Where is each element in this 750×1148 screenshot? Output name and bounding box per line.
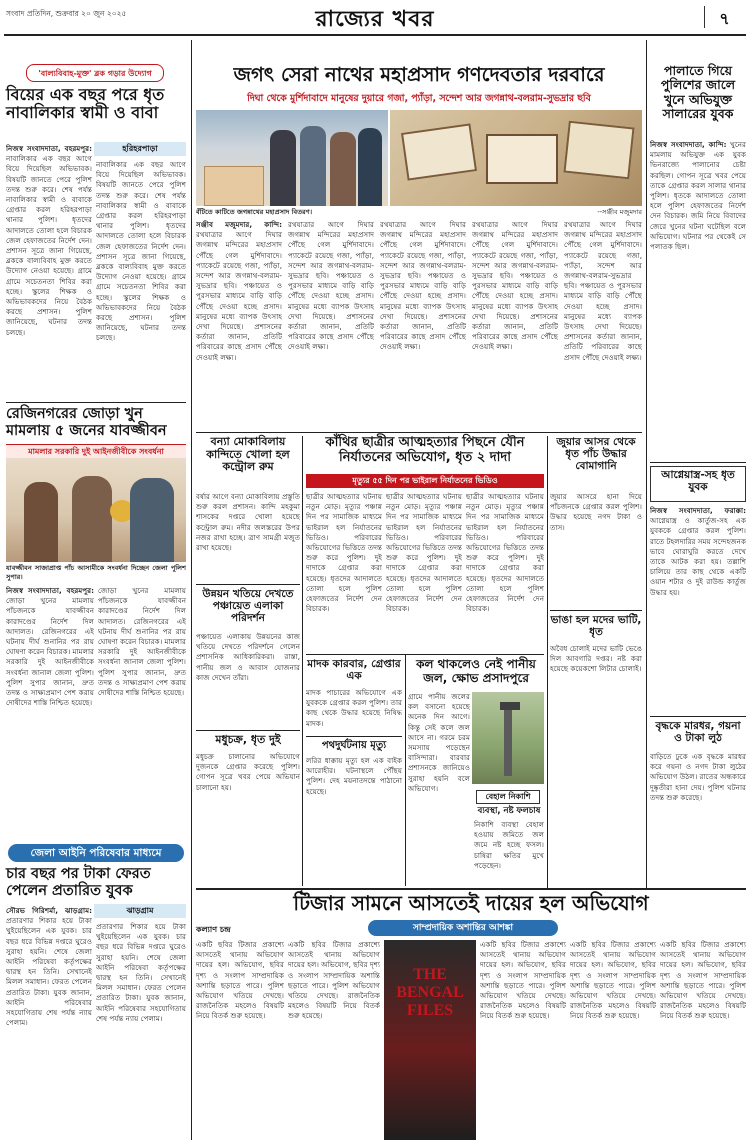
court-felicitation-photo — [6, 458, 186, 562]
road-headline: পথদুর্ঘটনায় মৃত্যু — [321, 740, 387, 751]
bengal-files-poster — [384, 940, 476, 1140]
col-divider-4a — [547, 436, 548, 888]
person-a — [270, 130, 296, 206]
col1b-body-text-2: জোড়া খুনের মামলায় পাঁচজনকে যাবজ্জীবন কারাদণ্ডের নির্দেশ দিল আদালত। রেজিনগরের এই ঘটনায় দীর্ঘ শুনানির পর রায় ঘোষণা করেন বিচারক। মামলার সরকারি দুই আইনজীবীকে সংবর্ধনা জানাল জেলা পুলিশ। পুলিশ সুপার জানান, দ্রুত তদন্ত ও সাক্ষ্যপ্রমাণ পেশ করায় দোষীদের শাস্তি নিশ্চিত হয়েছে। — [98, 586, 186, 698]
flood-body-text: বর্ষার আগে বন্যা মোকাবিলায় প্রস্তুতি শুরু করল প্রশাসন। কান্দি মহকুমা শাসকের দপ্তরে খোলা হয়েছে কন্ট্রোল রুম। নদীর জলস্তরের উপর নজর রাখা হচ্ছে। ত্রাণ সামগ্রী মজুত রাখা হয়েছে। — [196, 492, 300, 553]
madak-rule — [306, 736, 402, 737]
prasad-packet-1 — [401, 123, 477, 180]
bottom-body-2 — [288, 940, 380, 1144]
bottom-body-text-4: একটি ছবির টিজার প্রকাশ্যে আসতেই থানায় অভিযোগ দায়ের হল। অভিযোগ, ছবির দৃশ্য ও সংলাপ সাম্প্রদায়িক অশান্তি ছড়াতে পারে। পুলিশ অভিযোগ খতিয়ে দেখছে। রাজনৈতিক মহলেও বিষয়টি নিয়ে বিতর্ক শুরু হয়েছে। — [570, 940, 656, 1021]
madhu-body-text: মধুচক্র চালানোর অভিযোগে দুজনকে গ্রেপ্তার করেছে পুলিশ। গোপন সূত্রে খবর পেয়ে অভিযান চালানো হয়। — [196, 752, 300, 792]
unnayan-headline: উন্নয়ন খতিয়ে দেখতে পঞ্চায়েত এলাকা পরিদর্শন — [202, 588, 294, 625]
col1-kicker: 'বাল্যবিবাহ-মুক্ত' ব্লক গড়ার উদ্যোগ — [38, 69, 152, 78]
masthead — [0, 0, 750, 36]
col5-rule-1 — [650, 462, 746, 463]
person-3 — [130, 478, 174, 562]
col1-rule-1 — [6, 402, 186, 403]
bottom-body-text-5: একটি ছবির টিজার প্রকাশ্যে আসতেই থানায় অভিযোগ দায়ের হল। অভিযোগ, ছবির দৃশ্য ও সংলাপ সাম্প্রদায়িক অশান্তি ছড়াতে পারে। পুলিশ অভিযোগ খতিয়ে দেখছে। রাজনৈতিক মহলেও বিষয়টি নিয়ে বিতর্ক শুরু হয়েছে। — [660, 940, 746, 1021]
kathi-body-text-3: ছাত্রীর আত্মহত্যার ঘটনায় নতুন মোড়। মৃত্যুর পঞ্চান্ন দিন পর সামাজিক মাধ্যমে ভাইরাল হল নির্যাতনের ভিডিও। পরিবারের অভিযোগের ভিত্তিতে তদন্ত শুরু করে পুলিশ। দুই দাদাকে গ্রেপ্তার করা হয়েছে। ধৃতদের আদালতে তোলা হলে পুলিশ হেফাজতের নির্দেশ দেন বিচারক। — [466, 492, 544, 614]
col1c-dateline: সৌরভ গিরিশর্মা, ঝাড়গ্রাম: — [6, 906, 92, 915]
col5-dateline: নিজস্ব সংবাদদাতা, কান্দি: — [650, 140, 727, 149]
prasad-packet-2 — [486, 134, 558, 184]
col1-body-text-2: নাবালিকার এক বছর আগে বিয়ে দিয়েছিল অভিভাবক। বিষয়টি জানতে পেরে পুলিশ তদন্ত শুরু করে। শেষ পর্যন্ত নাবালিকার স্বামী ও বাবাকে গ্রেপ্তার করল হরিহরপাড়া থানার পুলিশ। ধৃতদের আদালতে তোলা হলে বিচারক জেল হেফাজতের নির্দেশ দেন। প্রশাসন সূত্রে জানা গিয়েছে, ব্লককে বাল্যবিবাহ মুক্ত করতে উদ্যোগ নেওয়া হয়েছে। গ্রামে গ্রামে সচেতনতা শিবির করা হচ্ছে। স্কুলের শিক্ষক ও অভিভাবকদের নিয়ে বৈঠক করছে প্রশাসন। পুলিশ জানিয়েছে, ঘটনার তদন্ত চলছে। — [96, 160, 186, 343]
person-d — [358, 128, 382, 206]
lead-caption-left: বঁটিতে কাটিতে জগন্নাথের মহাপ্রসাদ বিতরণ। — [196, 208, 313, 216]
person-2 — [72, 476, 112, 562]
kathi-body-text-2: ছাত্রীর আত্মহত্যার ঘটনায় নতুন মোড়। মৃত্যুর পঞ্চান্ন দিন পর সামাজিক মাধ্যমে ভাইরাল হল নির্যাতনের ভিডিও। পরিবারের অভিযোগের ভিত্তিতে তদন্ত শুরু করে পুলিশ। দুই দাদাকে গ্রেপ্তার করা হয়েছে। ধৃতদের আদালতে তোলা হলে পুলিশ হেফাজতের নির্দেশ দেন বিচারক। — [386, 492, 462, 614]
lead-body-text-3: রথযাত্রার আগে দিঘার জগন্নাথ মন্দিরের মহাপ্রসাদ পৌঁছে গেল মুর্শিদাবাদে। প্যাকেটে রয়েছে গজা, প্যাঁড়া, সন্দেশ আর জগন্নাথ-বলরাম-সুভদ্রার ছবি। পঞ্চায়েত ও পুরসভার মাধ্যমে বাড়ি বাড়ি পৌঁছে দেওয়া হচ্ছে প্রসাদ। মানুষের মধ্যে ব্যাপক উৎসাহ দেখা দিয়েছে। প্রশাসনের কর্তারা জানান, প্রতিটি পরিবারের কাছে প্রসাদ পৌঁছে দেওয়াই লক্ষ্য। — [380, 220, 466, 352]
bottom-body-1 — [196, 940, 284, 1144]
bottom-body-text-2: একটি ছবির টিজার প্রকাশ্যে আসতেই থানায় অভিযোগ দায়ের হল। অভিযোগ, ছবির দৃশ্য ও সংলাপ সাম্প্রদায়িক অশান্তি ছড়াতে পারে। পুলিশ অভিযোগ খতিয়ে দেখছে। রাজনৈতিক মহলেও বিষয়টি নিয়ে বিতর্ক শুরু হয়েছে। — [288, 940, 380, 1021]
col1-body-right — [96, 160, 186, 396]
col1-body — [6, 144, 92, 396]
lead-photo-people — [196, 110, 388, 206]
col5-subhead-box — [650, 466, 746, 502]
lead-body-text-2: রথযাত্রার আগে দিঘার জগন্নাথ মন্দিরের মহাপ্রসাদ পৌঁছে গেল মুর্শিদাবাদে। প্যাকেটে রয়েছে গজা, প্যাঁড়া, সন্দেশ আর জগন্নাথ-বলরাম-সুভদ্রার ছবি। পঞ্চায়েত ও পুরসভার মাধ্যমে বাড়ি বাড়ি পৌঁছে দেওয়া হচ্ছে প্রসাদ। মানুষের মধ্যে ব্যাপক উৎসাহ দেখা দিয়েছে। প্রশাসনের কর্তারা জানান, প্রতিটি পরিবারের কাছে প্রসাদ পৌঁছে দেওয়াই লক্ষ্য। — [288, 220, 374, 352]
col1c-headline: চার বছর পর টাকা ফেরত পেলেন প্রতারিত যুবক — [6, 866, 151, 899]
col5-body — [650, 140, 746, 462]
person-b — [300, 126, 326, 206]
bhanga-body-text: অবৈধ চোলাই মদের ভাটি ভেঙে দিল আবগারি দপ্তর। নষ্ট করা হয়েছে কয়েকশো লিটার চোলাই। — [550, 644, 642, 674]
madhu-body — [196, 752, 300, 884]
col1c-body-text-2: প্রতারণার শিকার হয়ে টাকা খুইয়েছিলেন এক যুবক। চার বছর ধরে বিভিন্ন দপ্তরে ঘুরেও সুরাহা হয়নি। শেষে জেলা আইনি পরিষেবা কর্তৃপক্ষের দ্বারস্থ হন তিনি। সেখানেই মিলল সমাধান। ফেরত পেলেন প্রতারিত টাকা। যুবক জানান, আইনি পরিষেবার সহযোগিতায় শেষ পর্যন্ত ন্যায় পেলাম। — [96, 922, 186, 1023]
road-body-text: লরির ধাক্কায় মৃত্যু হল এক বাইক আরোহীর। ঘটনাস্থলে পৌঁছয় পুলিশ। দেহ ময়নাতদন্তে পাঠানো হয়েছে। — [306, 756, 402, 796]
col5-head3: বৃদ্ধকে মারধর, গয়না ও টাকা লুঠ — [655, 720, 741, 745]
lead-body-5 — [564, 220, 642, 432]
masthead-rule — [4, 34, 746, 36]
tap-head — [500, 702, 520, 710]
kathi-body-2 — [386, 492, 462, 652]
col1b-body — [6, 586, 94, 838]
col-divider-2a — [302, 436, 303, 654]
prasad-box-stack — [204, 166, 264, 206]
madak-headline: মাদক কারবার, গ্রেপ্তার এক — [307, 658, 401, 683]
col1b-sub: মামলার সরকারি দুই আইনজীবীকে সংবর্ধনা — [6, 444, 186, 461]
madhu-headline: মধুচক্র, ধৃত দুই — [215, 733, 281, 746]
lead-headline: জগৎ সেরা নাথের মহাপ্রসাদ গণদেবতার দরবারে — [233, 63, 605, 86]
unnayan-body — [196, 632, 300, 728]
col1b-headline: রেজিনগরের জোড়া খুন মামলায় ৫ জনের যাবজ্জীবন — [6, 406, 167, 439]
lead-body-text: রথযাত্রার আগে দিঘার জগন্নাথ মন্দিরের মহাপ্রসাদ পৌঁছে গেল মুর্শিদাবাদে। প্যাকেটে রয়েছে গজা, প্যাঁড়া, সন্দেশ আর জগন্নাথ-বলরাম-সুভদ্রার ছবি। পঞ্চায়েত ও পুরসভার মাধ্যমে বাড়ি বাড়ি পৌঁছে দেওয়া হচ্ছে প্রসাদ। মানুষের মধ্যে ব্যাপক উৎসাহ দেখা দিয়েছে। প্রশাসনের কর্তারা জানান, প্রতিটি পরিবারের কাছে প্রসাদ পৌঁছে দেওয়াই লক্ষ্য। — [196, 230, 282, 362]
kathi-body-3 — [466, 492, 544, 652]
col5-body2 — [650, 506, 746, 714]
bottom-top-rule — [196, 888, 746, 890]
lead-sub: দিঘা থেকে মুর্শিদাবাদে মানুষের দুয়ারে গজা, প্যাঁড়া, সন্দেশ আর জগন্নাথ-বলরাম-সুভদ্রার ছবি — [247, 93, 591, 104]
unnayan-rule — [196, 730, 300, 731]
lead-bottom-rule — [196, 432, 642, 433]
col1c-banner: জেলা আইনি পরিষেবার মাধ্যমে — [8, 844, 184, 862]
bottom-body-3 — [480, 940, 566, 1144]
col5-body-text: খুনের মামলায় অভিযুক্ত এক যুবক ভিনরাজ্যে পালানোর চেষ্টা করছিল। গোপন সূত্রে খবর পেয়ে তাকে গ্রেপ্তার করল সালার থানার পুলিশ। ধৃতকে আদালতে তোলা হলে পুলিশ হেফাজতের নির্দেশ দেন বিচারক। জমি নিয়ে বিবাদের জেরে খুনের ঘটনা ঘটেছিল বলে অভিযোগ। ঘটনার পর থেকেই সে পলাতক ছিল। — [650, 140, 746, 252]
lead-body-text-4: রথযাত্রার আগে দিঘার জগন্নাথ মন্দিরের মহাপ্রসাদ পৌঁছে গেল মুর্শিদাবাদে। প্যাকেটে রয়েছে গজা, প্যাঁড়া, সন্দেশ আর জগন্নাথ-বলরাম-সুভদ্রার ছবি। পঞ্চায়েত ও পুরসভার মাধ্যমে বাড়ি বাড়ি পৌঁছে দেওয়া হচ্ছে প্রসাদ। মানুষের মধ্যে ব্যাপক উৎসাহ দেখা দিয়েছে। প্রশাসনের কর্তারা জানান, প্রতিটি পরিবারের কাছে প্রসাদ পৌঁছে দেওয়াই লক্ষ্য। — [472, 220, 558, 352]
kathi-headline: কাঁথির ছাত্রীর আত্মহত্যার পিছনে যৌন নির্যাতনের অভিযোগ, ধৃত ২ দাদা — [325, 435, 525, 465]
bel-caption: ব্যবস্থা, নষ্ট ফলচাষ — [477, 805, 541, 815]
page-number: ৭ — [704, 6, 744, 28]
lead-caption-right: --সঞ্জীব মজুমদার — [597, 208, 642, 216]
kol-headline: কল থাকলেও নেই পানীয় জল, ক্ষোভ প্রসাদপুরে — [416, 657, 536, 685]
road-body — [306, 756, 402, 884]
col5-headline: পালাতে গিয়ে পুলিশের জালে খুনে অভিযুক্ত সালারের যুবক — [660, 63, 736, 122]
col-divider-2b — [302, 654, 303, 886]
person-c — [330, 132, 356, 206]
lead-dateline: সঞ্জীব মজুমদার, কান্দি: — [196, 220, 282, 229]
jowar-rule — [550, 610, 642, 611]
col1-headline: বিয়ের এক বছর পরে ধৃত নাবালিকার স্বামী ও বাবা — [6, 85, 165, 123]
prasad-packet-3 — [563, 121, 634, 180]
lead-body-2 — [288, 220, 374, 432]
bel-tag: বেহাল নিকাশি — [476, 790, 540, 804]
col1b-dateline: নিজস্ব সংবাদদাতা, বহরমপুর: — [6, 586, 94, 595]
lead-photo-prasad — [390, 110, 642, 206]
col1c-place-tag: ঝাড়গ্রাম — [94, 904, 186, 918]
bel-body-text: নিকাশি ব্যবস্থা বেহাল হওয়ায় জমিতে জল জমে নষ্ট হচ্ছে ফসল। চাষিরা ক্ষতির মুখে পড়েছেন। — [474, 820, 544, 870]
jowar-headline: জুয়ার আসর থেকে ধৃত পাঁচ উদ্ধার বোমাগানি — [556, 436, 636, 473]
bel-body — [474, 820, 544, 884]
flood-rule — [196, 584, 300, 585]
kathi-bar: মৃত্যুর ৫৫ দিন পর ভাইরাল নির্যাতনের ভিডিও — [306, 474, 544, 488]
page-title: রাজ্যের খবর — [315, 7, 435, 32]
lead-body-1 — [196, 220, 282, 432]
bottom-headline: টিজার সামনে আসতেই দায়ের হল অভিযোগ — [293, 891, 649, 915]
col1-dateline: নিজস্ব সংবাদদাতা, বহরমপুর: — [6, 144, 92, 153]
poster-title: THE BENGAL FILES — [396, 966, 464, 1019]
kathi-body-text: ছাত্রীর আত্মহত্যার ঘটনায় নতুন মোড়। মৃত্যুর পঞ্চান্ন দিন পর সামাজিক মাধ্যমে ভাইরাল হল নির্যাতনের ভিডিও। পরিবারের অভিযোগের ভিত্তিতে তদন্ত শুরু করে পুলিশ। দুই দাদাকে গ্রেপ্তার করা হয়েছে। ধৃতদের আদালতে তোলা হলে পুলিশ হেফাজতের নির্দেশ দেন বিচারক। — [306, 492, 382, 614]
col1b-body-right — [98, 586, 186, 838]
lead-body-4 — [472, 220, 558, 432]
col-divider-3 — [405, 654, 406, 886]
col1-body-text: নাবালিকার এক বছর আগে বিয়ে দিয়েছিল অভিভাবক। বিষয়টি জানতে পেরে পুলিশ তদন্ত শুরু করে। শেষ পর্যন্ত নাবালিকার স্বামী ও বাবাকে গ্রেপ্তার করল হরিহরপাড়া থানার পুলিশ। ধৃতদের আদালতে তোলা হলে বিচারক জেল হেফাজতের নির্দেশ দেন। প্রশাসন সূত্রে জানা গিয়েছে, ব্লককে বাল্যবিবাহ মুক্ত করতে উদ্যোগ নেওয়া হয়েছে। গ্রামে গ্রামে সচেতনতা শিবির করা হচ্ছে। স্কুলের শিক্ষক ও অভিভাবকদের নিয়ে বৈঠক করছে প্রশাসন। পুলিশ জানিয়েছে, ঘটনার তদন্ত চলছে। — [6, 154, 92, 337]
bottom-body-text-3: একটি ছবির টিজার প্রকাশ্যে আসতেই থানায় অভিযোগ দায়ের হল। অভিযোগ, ছবির দৃশ্য ও সংলাপ সাম্প্রদায়িক অশান্তি ছড়াতে পারে। পুলিশ অভিযোগ খতিয়ে দেখছে। রাজনৈতিক মহলেও বিষয়টি নিয়ে বিতর্ক শুরু হয়েছে। — [480, 940, 566, 1021]
kathi-rule — [306, 654, 544, 655]
col5-rule-2 — [650, 716, 746, 717]
bottom-banner: সাম্প্রদায়িক অশান্তির আশঙ্কা — [368, 920, 558, 936]
col5-body2-text: আগ্নেয়াস্ত্র ও কার্তুজ-সহ এক যুবককে গ্রেপ্তার করল পুলিশ। রাতে টহলদারির সময় সন্দেহজনক ভাবে ঘোরাঘুরি করতে দেখে তাকে আটক করা হয়। তল্লাশি চালিয়ে তার কাছ থেকে একটি ওয়ান শটার ও দুই রাউন্ড কার্তুজ উদ্ধার হয়। — [650, 516, 746, 597]
jowar-body-text: জুয়ার আসরে হানা দিয়ে পাঁচজনকে গ্রেপ্তার করল পুলিশ। উদ্ধার হয়েছে নগদ টাকা ও তাস। — [550, 492, 642, 532]
bottom-body-5 — [660, 940, 746, 1144]
issue-date: সংবাদ প্রতিদিন, শুক্রবার ২০ জুন ২০২৫ — [6, 9, 127, 18]
flood-headline: বন্যা মোকাবিলায় কান্দিতে খোলা হল কন্ট্রোল রুম — [206, 435, 290, 474]
bottom-byline: কল্যাণ চন্দ্র — [196, 925, 231, 934]
tap-pipe — [504, 706, 512, 776]
bottom-body-text: একটি ছবির টিজার প্রকাশ্যে আসতেই থানায় অভিযোগ দায়ের হল। অভিযোগ, ছবির দৃশ্য ও সংলাপ সাম্প্রদায়িক অশান্তি ছড়াতে পারে। পুলিশ অভিযোগ খতিয়ে দেখছে। রাজনৈতিক মহলেও বিষয়টি নিয়ে বিতর্ক শুরু হয়েছে। — [196, 940, 284, 1021]
person-1 — [24, 482, 58, 562]
col1-kicker-box — [26, 64, 164, 82]
lead-body-text-5: রথযাত্রার আগে দিঘার জগন্নাথ মন্দিরের মহাপ্রসাদ পৌঁছে গেল মুর্শিদাবাদে। প্যাকেটে রয়েছে গজা, প্যাঁড়া, সন্দেশ আর জগন্নাথ-বলরাম-সুভদ্রার ছবি। পঞ্চায়েত ও পুরসভার মাধ্যমে বাড়ি বাড়ি পৌঁছে দেওয়া হচ্ছে প্রসাদ। মানুষের মধ্যে ব্যাপক উৎসাহ দেখা দিয়েছে। প্রশাসনের কর্তারা জানান, প্রতিটি পরিবারের কাছে প্রসাদ পৌঁছে দেওয়াই লক্ষ্য। — [564, 220, 642, 362]
col1c-body-right — [96, 922, 186, 1144]
kol-body-text: গ্রামে পানীয় জলের কল বসানো হয়েছে অনেক দিন আগে। কিন্তু সেই কলে জল আসে না। গরমে চরম সমস্যায় পড়েছেন বাসিন্দারা। বারবার প্রশাসনকে জানিয়েও সুরাহা হয়নি বলে অভিযোগ। — [408, 692, 470, 793]
col-divider-1 — [191, 40, 192, 1140]
lead-body-3 — [380, 220, 466, 432]
bhanga-body — [550, 644, 642, 688]
bottom-body-4 — [570, 940, 656, 1144]
col5-body3-text: বাড়িতে ঢুকে এক বৃদ্ধকে মারধর করে গয়না ও নগদ টাকা লুঠের অভিযোগ উঠল। রাতের অন্ধকারে দুষ্কৃতীরা হানা দেয়। পুলিশ ঘটনার তদন্ত শুরু করেছে। — [650, 752, 746, 802]
bhanga-headline: ভাঙা হল মদের ভাটি, ধৃত — [550, 614, 642, 639]
water-tap-photo — [472, 692, 544, 784]
col1b-body-text: জোড়া খুনের মামলায় পাঁচজনকে যাবজ্জীবন কারাদণ্ডের নির্দেশ দিল আদালত। রেজিনগরের এই ঘটনায় দীর্ঘ শুনানির পর রায় ঘোষণা করেন বিচারক। মামলার সরকারি দুই আইনজীবীকে সংবর্ধনা জানাল জেলা পুলিশ। পুলিশ সুপার জানান, দ্রুত তদন্ত ও সাক্ষ্যপ্রমাণ পেশ করায় দোষীদের শাস্তি নিশ্চিত হয়েছে। — [6, 596, 94, 708]
col5-body3 — [650, 752, 746, 886]
col1c-body-text: প্রতারণার শিকার হয়ে টাকা খুইয়েছিলেন এক যুবক। চার বছর ধরে বিভিন্ন দপ্তরে ঘুরেও সুরাহা হয়নি। শেষে জেলা আইনি পরিষেবা কর্তৃপক্ষের দ্বারস্থ হন তিনি। সেখানেই মিলল সমাধান। ফেরত পেলেন প্রতারিত টাকা। যুবক জানান, আইনি পরিষেবার সহযোগিতায় শেষ পর্যন্ত ন্যায় পেলাম। — [6, 916, 92, 1028]
kol-body — [408, 692, 470, 884]
madak-body-text: মাদক পাচারের অভিযোগে এক যুবককে গ্রেপ্তার করল পুলিশ। তার কাছ থেকে উদ্ধার হয়েছে নিষিদ্ধ মাদক। — [306, 688, 402, 728]
flood-body — [196, 492, 300, 580]
col1-place-tag: হরিহরপাড়া — [94, 142, 186, 156]
col-divider-5 — [646, 40, 647, 888]
col1b-caption: যাবজ্জীবন সাজাপ্রাপ্ত পাঁচ আসামীকে সংবর্ধনা দিচ্ছেন জেলা পুলিশ সুপার। — [6, 564, 186, 581]
jowar-body — [550, 492, 642, 608]
unnayan-body-text: পঞ্চায়েত এলাকায় উন্নয়নের কাজ খতিয়ে দেখতে পরিদর্শনে গেলেন প্রশাসনিক আধিকারিকরা। রাস্তা, পানীয় জল ও আবাস যোজনার কাজ দেখেন তাঁরা। — [196, 632, 300, 682]
col1c-body — [6, 906, 92, 1144]
madak-body — [306, 688, 402, 734]
kathi-body-1 — [306, 492, 382, 652]
col5-subhead: আগ্নেয়াস্ত্র-সহ ধৃত যুবক — [661, 469, 735, 494]
col5-dateline2: নিজস্ব সংবাদদাতা, ফরাক্কা: — [650, 506, 746, 515]
